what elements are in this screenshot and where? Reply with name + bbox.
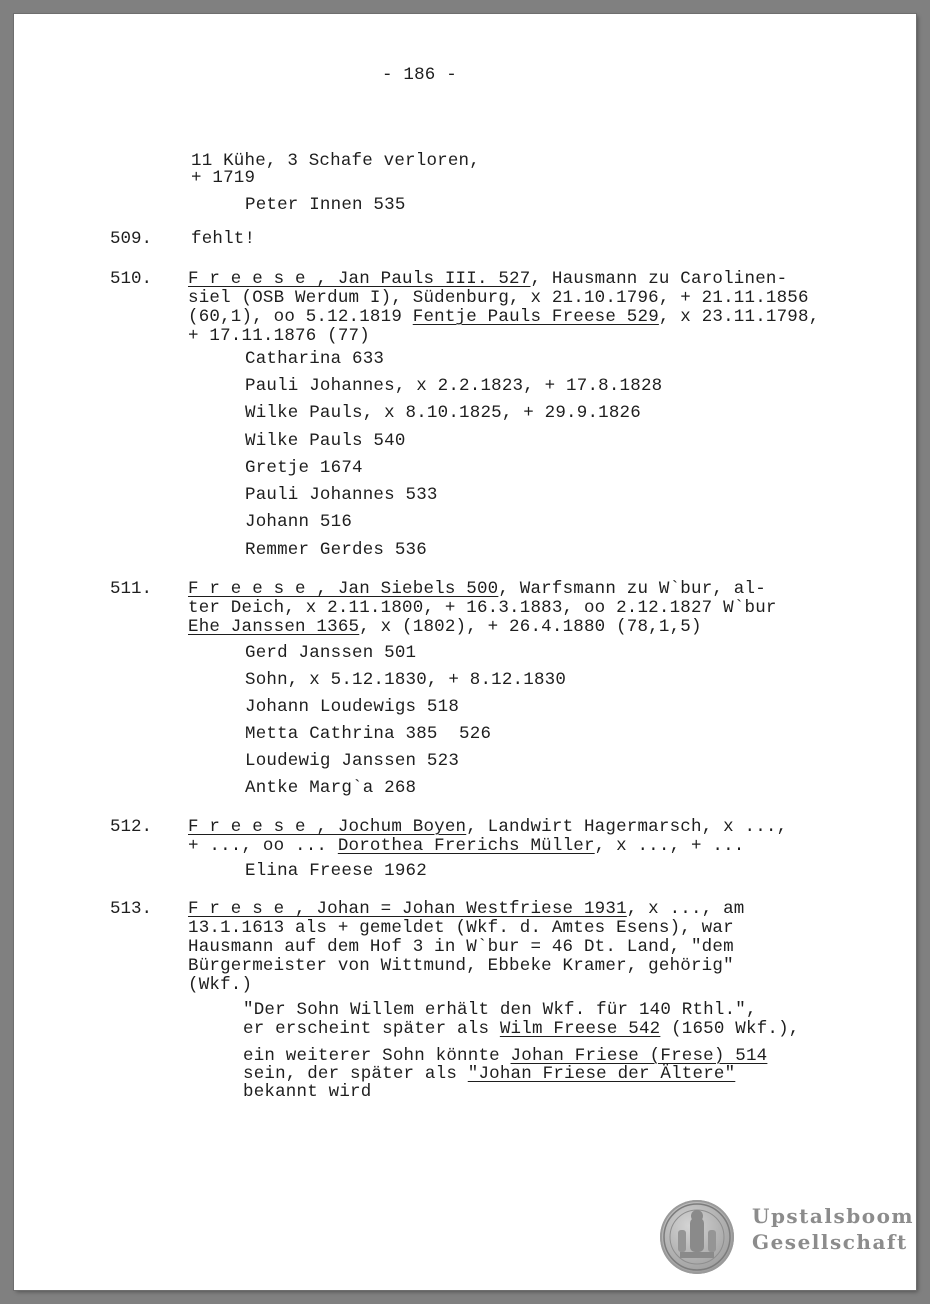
upstalsboom-logo <box>660 1200 915 1280</box>
entry-513-line-2: 13.1.1613 als + gemeldet (Wkf. d. Amtes Esens), war <box>188 918 734 938</box>
entry-511-child: Sohn, x 5.12.1830, + 8.12.1830 <box>245 670 567 690</box>
entry-513-note-2-line-1: ein weiterer Sohn könnte Johan Friese (Frese) 514 <box>243 1046 768 1066</box>
entry-513-note-1-line-2: er erscheint später als Wilm Freese 542 (1650 Wkf.), <box>243 1019 800 1039</box>
entry-512-line-1: F r e e s e , Jochum Boyen, Landwirt Hagermarsch, x ..., <box>188 817 788 837</box>
entry-510-line-2: siel (OSB Werdum I), Südenburg, x 21.10.1796, + 21.11.1856 <box>188 288 809 308</box>
entry-510-child: Pauli Johannes 533 <box>245 485 438 505</box>
entry-513-note-2-line-3: bekannt wird <box>243 1082 372 1102</box>
entry-513-line-5: (Wkf.) <box>188 975 253 995</box>
entry-number-510: 510. <box>110 269 153 289</box>
entry-510-name: F r e e s e , Jan Pauls III. 527 <box>188 269 531 289</box>
entry-511-line-1: F r e e s e , Jan Siebels 500, Warfsmann zu W`bur, al- <box>188 579 766 599</box>
entry-512-child: Elina Freese 1962 <box>245 861 427 881</box>
entry-513-name: F r e s e , Johan = Johan Westfriese 1931 <box>188 899 627 919</box>
entry-510-line-3: (60,1), oo 5.12.1819 Fentje Pauls Freese 529, x 23.11.1798, <box>188 307 820 327</box>
entry-513-note-2-link-2: "Johan Friese der Ältere" <box>467 1064 736 1084</box>
entry-513-note-1-link: Wilm Freese 542 <box>499 1019 661 1039</box>
entry-513-note-1-line-1: "Der Sohn Willem erhält den Wkf. für 140 Rthl.", <box>243 1000 757 1020</box>
entry-number-511: 511. <box>110 579 153 599</box>
entry-510-child: Wilke Pauls, x 8.10.1825, + 29.9.1826 <box>245 403 641 423</box>
entry-510-child: Johann 516 <box>245 512 353 532</box>
entry-510-child: Wilke Pauls 540 <box>245 431 406 451</box>
entry-513-note-2-line-2: sein, der später als "Johan Friese der Ältere" <box>243 1064 736 1084</box>
seal-icon <box>660 1200 734 1274</box>
entry-512-name: F r e e s e , Jochum Boyen <box>188 817 467 837</box>
page-number: - 186 - <box>382 65 457 85</box>
entry-513-line-4: Bürgermeister von Wittmund, Ebbeke Kramer, gehörig" <box>188 956 734 976</box>
entry-number-512: 512. <box>110 817 153 837</box>
document-page <box>14 14 916 1290</box>
entry-511-child: Loudewig Janssen 523 <box>245 751 460 771</box>
entry-511-spouse: Ehe Janssen 1365 <box>188 617 360 637</box>
entry-513-note-2-link-1: Johan Friese (Frese) 514 <box>510 1046 768 1066</box>
entry-512-spouse: Dorothea Frerichs Müller <box>337 836 595 856</box>
entry-511-child: Antke Marg`a 268 <box>245 778 417 798</box>
entry-number-509: 509. <box>110 229 153 249</box>
continuation-child: Peter Innen 535 <box>245 195 406 215</box>
logo-line-1: Upstalsboom <box>752 1204 915 1228</box>
entry-510-line-4: + 17.11.1876 (77) <box>188 326 370 346</box>
entry-510-child: Catharina 633 <box>245 349 385 369</box>
entry-509-text: fehlt! <box>191 229 256 249</box>
entry-510-spouse: Fentje Pauls Freese 529 <box>412 307 659 327</box>
entry-510-child: Gretje 1674 <box>245 458 363 478</box>
continuation-line-1: 11 Kühe, 3 Schafe verloren, <box>191 151 480 171</box>
entry-511-child: Metta Cathrina 385 526 <box>245 724 492 744</box>
entry-510-child: Remmer Gerdes 536 <box>245 540 427 560</box>
entry-511-child: Johann Loudewigs 518 <box>245 697 460 717</box>
entry-number-513: 513. <box>110 899 153 919</box>
logo-line-2: Gesellschaft <box>752 1230 908 1254</box>
entry-511-line-2: ter Deich, x 2.11.1800, + 16.3.1883, oo 2.12.1827 W`bur <box>188 598 777 618</box>
entry-512-line-2: + ..., oo ... Dorothea Frerichs Müller, x ..., + ... <box>188 836 745 856</box>
entry-513-line-3: Hausmann auf dem Hof 3 in W`bur = 46 Dt. Land, "dem <box>188 937 734 957</box>
entry-511-line-3: Ehe Janssen 1365, x (1802), + 26.4.1880 (78,1,5) <box>188 617 702 637</box>
entry-511-child: Gerd Janssen 501 <box>245 643 417 663</box>
entry-511-name: F r e e s e , Jan Siebels 500 <box>188 579 499 599</box>
entry-510-child: Pauli Johannes, x 2.2.1823, + 17.8.1828 <box>245 376 663 396</box>
entry-513-line-1: F r e s e , Johan = Johan Westfriese 1931, x ..., am <box>188 899 745 919</box>
continuation-line-2: + 1719 <box>191 168 256 188</box>
entry-510-line-1: F r e e s e , Jan Pauls III. 527, Hausmann zu Carolinen- <box>188 269 788 289</box>
